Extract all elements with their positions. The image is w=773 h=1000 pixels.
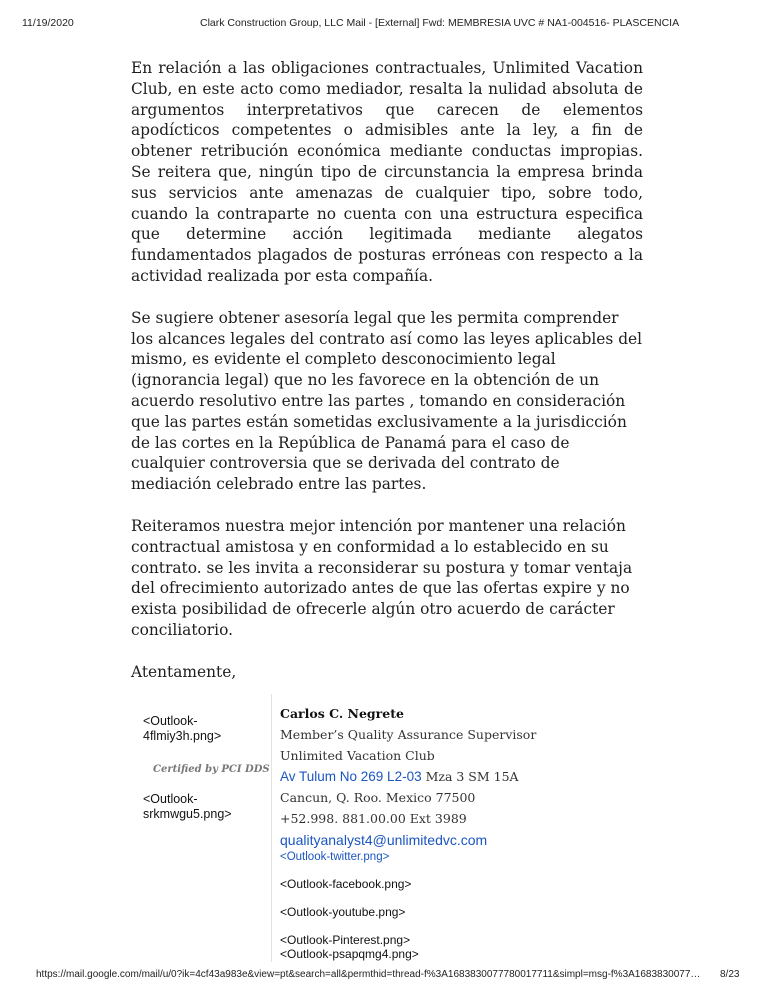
signature-role: Member’s Quality Assurance Supervisor <box>280 727 537 742</box>
psapqmg4-image-placeholder: <Outlook-psapqmg4.png> <box>280 947 419 961</box>
address-rest: Mza 3 SM 15A <box>421 769 519 784</box>
youtube-image-link[interactable]: <Outlook-youtube.png> <box>280 905 406 919</box>
page-number: 8/23 <box>720 969 740 980</box>
signature-address <box>280 766 580 787</box>
print-header <box>0 17 773 33</box>
print-footer <box>0 969 773 983</box>
pinterest-image-link[interactable]: <Outlook-Pinterest.png> <box>280 933 411 947</box>
signature-company: Unlimited Vacation Club <box>280 748 435 763</box>
paragraph-reconsider: Reiteramos nuestra mejor intención por mantener una relación contractual amistosa y en conformidad a lo establecido en su contrato. se les invita a reconsiderar su postura y tomar ventaja del ofrecimiento autorizado antes de que las ofertas expire y no exista posibilidad de ofrecerle algún otro acuerdo de carácter conciliatorio. <box>131 516 633 639</box>
print-date: 11/19/2020 <box>22 17 74 29</box>
email-subject-title: Clark Construction Group, LLC Mail - [External] Fwd: MEMBRESIA UVC # NA1-004516- PLASCENCIA <box>200 17 680 29</box>
facebook-image-link[interactable]: <Outlook-facebook.png> <box>280 877 412 891</box>
signature-divider <box>271 694 272 962</box>
paragraph-legal-advice: Se sugiere obtener asesoría legal que les permita comprender los alcances legales del contrato así como las leyes aplicables del mismo, es evidente el completo desconocimiento legal (ignorancia legal) que no les favorece en la obtención de un acuerdo resolutivo entre las partes , tomando en consideración que las partes están sometidas exclusivamente a la jurisdicción de las cortes en la República de Panamá para el caso de cualquier controversia que se derivada del contrato de mediación celebrado entre las partes. <box>131 308 643 494</box>
signature-details <box>280 703 580 961</box>
email-body <box>131 58 643 704</box>
signature-name: Carlos C. Negrete <box>280 706 404 721</box>
badge-image-placeholder: <Outlook-srkmwgu5.png> <box>143 792 232 821</box>
signature-city: Cancun, Q. Roo. Mexico 77500 <box>280 790 476 805</box>
closing-text: Atentamente, <box>131 662 237 681</box>
twitter-image-link[interactable]: <Outlook-twitter.png> <box>280 851 390 863</box>
signature-email-link[interactable]: qualityanalyst4@unlimitedvc.com <box>280 832 488 848</box>
signature-phone: +52.998. 881.00.00 Ext 3989 <box>280 811 467 826</box>
logo-image-placeholder: <Outlook-4flmiy3h.png> <box>143 714 222 743</box>
pci-certified-label: Certified by PCI DDS <box>153 764 270 775</box>
signature-logos <box>143 714 270 822</box>
paragraph-obligations: En relación a las obligaciones contractuales, Unlimited Vacation Club, en este acto como mediador, resalta la nulidad absoluta de argumentos interpretativos que carecen de elementos apodícticos competentes o admisibles ante la ley, a fin de obtener retribución económica mediante conductas impropias. Se reitera que, ningún tipo de circunstancia la empresa brinda sus servicios ante amenazas de cualquier tipo, sobre todo, cuando la contraparte no cuenta con una estructura especifica que determine acción legitimada mediante alegatos fundamentados plagados de posturas erróneas con respecto a la actividad realizada por esta compañía. <box>131 59 643 285</box>
address-link[interactable]: Av Tulum No 269 L2-03 <box>280 769 422 784</box>
footer-url: https://mail.google.com/mail/u/0?ik=4cf43a983e&view=pt&search=all&permthid=thread-f%3A1683830077780017711&simpl=msg-f%3A1683830077… <box>36 969 701 980</box>
